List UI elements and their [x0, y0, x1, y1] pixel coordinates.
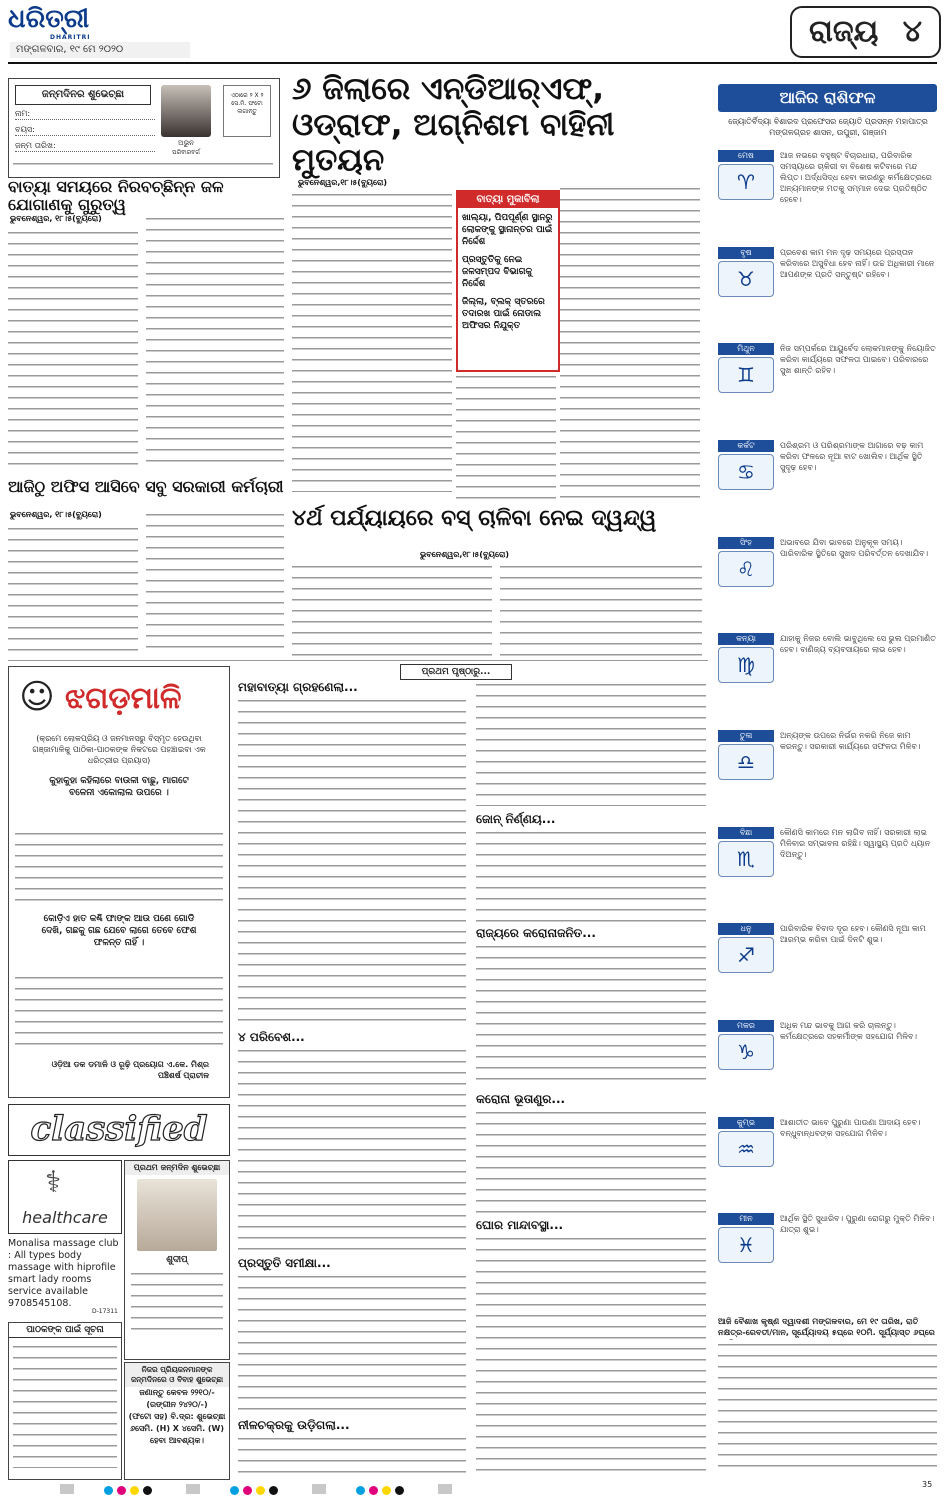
birthday-photo	[161, 85, 211, 137]
ganjamali-body-2	[15, 973, 223, 1049]
sign-forecast: ଅନ୍ୟଙ୍କ ଉପରେ ନିର୍ଭର ନକରି ନିଜେ କାମ କରନ୍ତୁ। ସରକାରୀ କାର୍ଯ୍ୟରେ ସଫଳତା ମିଳିବ।	[780, 731, 921, 751]
horoscope-sign-block	[718, 245, 937, 338]
sign-label: କୁମ୍ଭ	[718, 1117, 774, 1129]
zodiac-icon: ♓	[718, 1227, 774, 1263]
zodiac-icon: ♎	[718, 744, 774, 780]
horoscope-header	[718, 84, 937, 112]
continuation-heading-3: ପ୍ରସ୍ତୁତି ସମୀକ୍ଷା...	[238, 1256, 331, 1270]
wish-photo	[137, 1179, 217, 1251]
birthday-field-age[interactable]: ବୟସ:	[15, 125, 155, 136]
sign-forecast: ଅଧିକ ମନ୍ଦ ଭାବକୁ ଆଗ କରି ଚାଲନ୍ତୁ। କର୍ମକ୍ଷେତ୍ରରେ ସହକର୍ମୀଙ୍କ ସହଯୋଗ ମିଳିବ।	[780, 1021, 918, 1041]
section-title-box	[790, 6, 941, 58]
reader-notice-body	[13, 1342, 117, 1468]
ganjamali-body-1	[15, 829, 223, 905]
sign-label: ବିଛା	[718, 827, 774, 839]
birthday-form-title: ଜନ୍ମଦିନର ଶୁଭେଚ୍ଛା	[15, 85, 151, 105]
continuation-body-3	[238, 1272, 466, 1414]
sign-forecast: ପାରିବାରିକ ବିବାଦ ଦୂର ହେବ। କୌଣସି ନୂଆ କାମ ଆରମ୍ଭ କରିବା ପାଇଁ ଦିନଟି ଶୁଭ।	[780, 924, 926, 945]
horoscope-sign-block	[718, 1115, 937, 1208]
masthead-logo-sub: DHARITRI	[50, 34, 91, 41]
zodiac-icon: ♏	[718, 841, 774, 877]
sign-forecast: ପରିଶ୍ରମ ଓ ପରିଶ୍ରମାଙ୍କ ଆଗାରେ ବଢ଼ କାମ କରିବା ଫଳରେ ନୂଆ ବାଟ ଖୋଲିବ। ଆର୍ଥିକ ସ୍ଥିତି ସୁଦୃଢ଼ ହେବ।	[780, 441, 924, 472]
ganjamali-figure-icon: ☺	[19, 677, 55, 717]
horoscope-sign-block	[718, 631, 937, 724]
birthday-note	[13, 159, 273, 173]
continuation-body-6	[476, 828, 706, 924]
sign-label: ଧନୁ	[718, 923, 774, 935]
lead-body-col1	[292, 190, 452, 492]
continuation-body-2	[238, 1046, 466, 1254]
horoscope-sign-block	[718, 1018, 937, 1111]
sign-label: ମକର	[718, 1020, 774, 1032]
footer-chip	[438, 1484, 452, 1494]
zodiac-icon: ♐	[718, 937, 774, 973]
wish-rates-box	[124, 1362, 230, 1480]
continuation-heading-7: କରୋନା ଭୂତାଣୁର...	[476, 1092, 566, 1106]
panji-text: ଆଜି ବୈଶାଖ କୃଷ୍ଣ ଦ୍ୱାଦଶୀ ମଙ୍ଗଳବାର, ମେ ୧୯ ତାରିଖ, ରାତି ନକ୍ଷତ୍ର-ରେବତୀ/ମାନ, ସୂର୍ଯ୍ୟୋଦୟ ୫ଘ୍ରେ ୧୦ମି. ସୂର୍ଯ୍ୟାସ୍ତ ୬ଘ୍ରେ	[718, 1316, 936, 1337]
horoscope-sign-block	[718, 148, 937, 241]
stethoscope-icon: ⚕	[45, 1165, 62, 1200]
sign-forecast: ପ୍ରବେଶ କାମ ମନ ଦୃଢ଼ ସମୟରେ ପ୍ରସ୍ତାନ କରିବାରେ ଅସୁବିଧା ହେବ ନାହିଁ। ଉଚ୍ଚ ଅଧିକାରୀ ମାନେ ଆପଣଙ୍କ ପ୍ରତି ସନ୍ତୁଷ୍ଟ ରହିବେ।	[780, 247, 935, 279]
office-story-body-col2	[146, 510, 284, 654]
continuation-body-1	[238, 696, 466, 1028]
birthday-photo-placeholder: ଏଠାରେ ୨ X ୨ ସେ.ମି. ଫଟୋ ଲଗାନ୍ତୁ	[223, 85, 271, 137]
sign-forecast: ନିଜ ସମ୍ପର୍କରେ ଆୟୁର୍ବେଦ ଲୋକମାନଙ୍କୁ ନିୟୋଜିତ କରିବା କାର୍ଯ୍ୟରେ ସଫଳତା ପାଇବେ। ପରିବାରରେ ସୁଖ ଶାନ୍ତି ରହିବ।	[780, 344, 936, 376]
ganjamali-title: ଝଗଡ଼ମାଳି	[65, 681, 182, 716]
sign-label: ସିଂହ	[718, 537, 774, 549]
continuation-heading-2: ୪ ପରିବେଶ...	[238, 1030, 305, 1044]
first-birthday-wish	[124, 1160, 230, 1360]
horoscope-sign-block	[718, 825, 937, 918]
reader-notice-title: ପାଠକଙ୍କ ପାଇଁ ସୂଚନା	[9, 1323, 121, 1338]
birthday-field-date[interactable]: ଜନ୍ମ ତାରିଖ:	[15, 141, 155, 152]
masthead-date: ମଙ୍ଗଳବାର, ୧୯ ମେ ୨୦୨୦	[10, 42, 190, 58]
water-story-dateline: ଭୁବନେଶ୍ୱର, ୧୮।୫(ବ୍ୟୁରୋ)	[10, 214, 102, 223]
zodiac-icon: ♊	[718, 357, 774, 393]
wish-rate-2: (ରଙ୍ଗୀନ ୨୪୨୦/-)	[146, 1400, 208, 1409]
sign-forecast: ଆଜ ନଭରେ ବହୁଷ୍ଟ ବିଚାରଧାରା, ପରିବାରିକ ସମସ୍ୟାରେ ଚାକିରୀ ବା ବିଶେଷ କଟିବାରେ ମନ୍ଦ ଲିପ୍ତ। ଅର୍ଦ୍ଧସିଦ୍ଧ ହେବା କାରଣରୁ କର୍ମକ୍ଷେତ୍ରରେ ଅନ୍ୟମାନଙ୍କ ମତକୁ ସମ୍ମାନ ଦେଇ ପ୍ରତିଷ୍ଠିତ ହେବେ।	[780, 151, 932, 204]
ganjamali-box	[8, 666, 230, 1098]
sign-label: ବୃଷ	[718, 247, 774, 259]
ganjamali-verse-2: କୋଡ଼ିଏ ହାତ କଣ୍ଢି ଫାଙ୍କ ଆଉ ପଣେ ଗୋଡି ଦେଖି, ଗଛକୁ ଗଛ ଯେବେ ଲାଗେ ତେବେ ଫେଶ ଫଳନ୍ତ ନାହିଁ ।	[41, 914, 197, 948]
section-title: ରାଜ୍ୟ	[808, 14, 879, 49]
healthcare-label: healthcare	[22, 1208, 108, 1227]
zodiac-icon: ♒	[718, 1131, 774, 1167]
sign-forecast: କୌଣସି କାମରେ ମନ ଲାଗିବ ନାହିଁ। ସରକାରୀ ଲାଭ ମିଳିବାର ସମ୍ଭାବନା ରହିଛି। ସ୍ୱାସ୍ଥ୍ୟ ପ୍ରତି ଧ୍ୟାନ ଦିଅନ୍ତୁ।	[780, 827, 931, 859]
continuation-heading-1: ମହାବାତ୍ୟା ଗ୍ରହଣେଲା...	[238, 680, 358, 694]
bus-story-dateline: ଭୁବନେଶ୍ୱର,୧୮।୫(ବ୍ୟୁରୋ)	[420, 550, 510, 559]
ganjamali-verse-1: କୁହାକୁହା କହିଲାରେ ବାଉଳୀ ବାଛୁ, ମାଗଟେ ବଳେନୀ ଏକୋଲାଲ ଉପରେ ।	[49, 776, 189, 798]
office-story-body-col1	[8, 524, 138, 654]
office-story-headline: ଆଜିଠୁ ଅଫିସ ଆସିବେ ସବୁ ସରକାରୀ କର୍ମଚାରୀ	[8, 477, 284, 496]
wish-rate-4: ହେବା ଆବଶ୍ୟକ।	[149, 1436, 204, 1445]
classified-ad-code: D-17311	[92, 1308, 118, 1315]
cyclone-box	[456, 190, 560, 372]
footer-color-bar	[60, 1484, 920, 1494]
sign-forecast: ଆଶାତୀତ ଭାବେ ପୁରୁଣା ପାଉଣା ଆଦାୟ ହେବ। ବନ୍ଧୁବାନ୍ଧବଙ୍କ ସହଯୋଗ ମିଳିବ।	[780, 1117, 921, 1138]
horoscope-title: ଆଜିର ରାଶିଫଳ	[779, 88, 876, 107]
continuation-body-8	[476, 1108, 706, 1216]
zodiac-icon: ♋	[718, 454, 774, 490]
footer-chip	[312, 1484, 326, 1494]
page-separator	[8, 660, 708, 661]
footer-chip	[60, 1484, 74, 1494]
horoscope-sign-block	[718, 438, 937, 531]
continuation-body-7	[476, 942, 706, 1088]
horoscope-sign-block	[718, 728, 937, 821]
bus-story-body-col2	[500, 562, 702, 658]
horoscope-sign-block	[718, 535, 937, 628]
continuation-heading-6: ରାଜ୍ୟରେ କରୋନାଜନିତ...	[476, 926, 596, 940]
ganjamali-credit: ଓଡ଼ିଆ ଡକ ଡମାଳି ଓ ରୂଢ଼ି ପ୍ରୟୋଗ ଏ.କେ. ମିଶ୍ର ପଞ୍ଚିଶର୍ଷ ପ୍ରାଚୀଳ	[51, 1060, 209, 1080]
classified-ad-text: Monalisa massage club : All types body massage with hiprofile smart lady rooms service available 9708545108.	[8, 1238, 119, 1309]
continuation-heading-8: ଘୋର ମାନ୍ଦାବସ୍ଥା...	[476, 1218, 564, 1232]
water-story-body-col2	[146, 214, 284, 468]
cyclone-item-2: ପ୍ରସ୍ତୁତିକୁ ନେଇ ଜଳସମ୍ପଦ ବିଭାଗକୁ ନିର୍ଦ୍ଦେଶ	[462, 255, 533, 289]
zodiac-icon: ♑	[718, 1034, 774, 1070]
lead-dateline: ଭୁବନେଶ୍ୱର,୧୮।୫(ବ୍ୟୁରୋ)	[298, 178, 388, 187]
horoscope-sign-list	[718, 148, 937, 1308]
water-story-headline: ବାତ୍ୟା ସମୟରେ ନିରବଚ୍ଛିନ୍ନ ଜଳ ଯୋଗାଣକୁ ଗୁରୁତ୍ୱ	[8, 177, 224, 215]
classified-title: classified	[30, 1109, 208, 1149]
footer-dots	[104, 1480, 156, 1499]
wish-title: ପ୍ରଥମ ଜନ୍ମଦିନ ଶୁଭେଚ୍ଛା	[125, 1161, 229, 1175]
footer-dots	[356, 1480, 408, 1499]
sign-label: କନ୍ୟା	[718, 633, 774, 645]
continuation-heading-4: ନୀଳଚକ୍ରକୁ ଉଡ଼ିଗଲା...	[238, 1418, 350, 1432]
classified-banner	[8, 1104, 230, 1156]
wish-rate-1: ଜଣାନ୍ତୁ କେବଳ ୨୨୧୦/-	[139, 1388, 215, 1397]
masthead-logo[interactable]: ଧରିତ୍ରୀ	[8, 4, 90, 34]
zodiac-icon: ♍	[718, 647, 774, 683]
horoscope-sign-block	[718, 921, 937, 1014]
sign-forecast: ଅଭାବରେ ଯିବା ଭାବରେ ଅନୁକୂଳ ସମୟ। ପାରିବାରିକ ସ୍ଥିତିରେ ସୁଖଦ ପରିବର୍ତ୍ତନ ଦେଖାଯିବ।	[780, 537, 929, 558]
healthcare-box	[8, 1160, 122, 1234]
continuation-body-4	[238, 1434, 466, 1476]
birthday-person-sub: ପରିବାରବର୍ଗ	[172, 149, 200, 156]
sign-label: କର୍କଟ	[718, 440, 774, 452]
lead-body-col2	[560, 184, 700, 500]
birthday-form	[8, 78, 280, 178]
sign-forecast: ଆର୍ଥିକ ସ୍ଥିତି ସୁଧାରିବ। ପୁରୁଣା ରୋଗରୁ ମୁକ୍ତି ମିଳିବ। ଯାତ୍ରା ଶୁଭ।	[780, 1214, 935, 1235]
wish-body	[131, 1269, 223, 1333]
sign-label: ମୀନ	[718, 1213, 774, 1225]
bus-story-headline: ୪ର୍ଥ ପର୍ଯ୍ୟାୟରେ ବସ୍ ଚାଳିବା ନେଇ ଦ୍ୱନ୍ଦ୍ୱ	[292, 506, 657, 531]
zodiac-icon: ♉	[718, 261, 774, 297]
panji-body	[718, 1340, 937, 1472]
sign-label: ତୁଳା	[718, 730, 774, 742]
continuation-heading-5: ଜୋନ୍ ନିର୍ଣ୍ଣୟ...	[476, 812, 556, 826]
continuation-body-5	[476, 680, 706, 806]
sign-forecast: ଯାହାକୁ ନିଜର ବୋଲି ଭାବୁଥିଲେ ସେ ଭୁଲ ପ୍ରମାଣିତ ହେବ। ବାଣିଜ୍ୟ ବ୍ୟବସାୟରେ ଲାଭ ହେବ।	[780, 634, 936, 655]
cyclone-box-title: ବାତ୍ୟା ମୁକାବିଲା	[458, 192, 558, 208]
water-story-body-col1	[8, 228, 138, 468]
cyclone-item-1: ଖାଲ୍ୟା, ପିପପୂର୍ଣ୍ଣ ସ୍ଥାନରୁ ଲୋକଙ୍କୁ ସ୍ଥାନାନ୍ତର ପାଇଁ ନିର୍ଦ୍ଦେଶ	[462, 213, 553, 247]
lead-body-col-mid	[456, 372, 556, 500]
horoscope-subtitle: ଜ୍ୟୋତିର୍ବିଦ୍ୟା ବିଶାରଦ ପ୍ରଫେସର ଜ୍ୟୋତି ପ୍ରସନ୍ନ ମହାପାତ୍ର ମଙ୍ଗଳଗ୍ରହ ଶାସନ, ଉପୁରୀ, ଗଞ୍ଜାମ	[728, 117, 928, 137]
footer-page-number: 35	[922, 1480, 933, 1489]
lead-headline: ୬ ଜିଲାରେ ଏନ୍‌ଡିଆର୍‌ଏଫ୍‌, ଓଡ୍ରାଫ, ଅଗ୍ନିଶମ ବାହିନୀ ମୁତୟନ	[292, 71, 615, 179]
first-page-tag: ପ୍ରଥମ ପୃଷ୍ଠାରୁ...	[400, 664, 512, 680]
ganjamali-intro: (କ୍ରମେ ଲୋକପ୍ରିୟ ଓ ଜନମାନସରୁ ବିସ୍ମୃତ ହେଉଥିବା ଗଞ୍ଜାମାଳିକୁ ପାଠିକା-ପାଠକଙ୍କ ନିକଟରେ ପହଞ୍ଚାଇବା ଏକ ଧରିତ୍ରୀର ପ୍ରୟାସ)	[32, 734, 206, 765]
footer-dots	[230, 1480, 282, 1499]
wish-rate-3: (ଫଟୋ ସହ) ବି.ଦ୍ର: ଶୁଭେଚ୍ଛା ୬ସେମି. (H) X ୪ସେମି. (W)	[128, 1412, 226, 1433]
sign-label: ମିଥୁନ	[718, 343, 774, 355]
wish-name: ଶୁଦୀପ୍	[166, 1255, 188, 1265]
horoscope-sign-block	[718, 1211, 937, 1304]
horoscope-sign-block	[718, 341, 937, 434]
zodiac-icon: ♌	[718, 551, 774, 587]
zodiac-icon: ♈	[718, 164, 774, 200]
masthead-rule	[8, 62, 937, 64]
birthday-person-name: ଅଭୁନ	[178, 139, 194, 147]
wish-rates-title: ନିଜର ପ୍ରିୟଜନମାନଙ୍କ ଜନ୍ମଦିନରେ ଓ ବିବାହ ଶୁଭେଚ୍ଛା	[125, 1363, 229, 1387]
bus-story-body-col1	[292, 562, 492, 658]
birthday-field-name[interactable]: ନାମ:	[15, 109, 155, 120]
footer-chip	[186, 1484, 200, 1494]
office-story-dateline: ଭୁବନେଶ୍ୱର, ୧୮।୫(ବ୍ୟୁରୋ)	[10, 510, 102, 519]
page-number: ୪	[902, 14, 923, 49]
reader-notice	[8, 1322, 122, 1480]
continuation-body-9	[476, 1234, 706, 1476]
sign-label: ମେଷ	[718, 150, 774, 162]
cyclone-item-3: ଜିଲ୍ଲା, ବ୍ଲକ୍ ସ୍ତରରେ ତଦାରଖ ପାଇଁ ନୋଡାଲ ଅଫିସର ନିଯୁକ୍ତ	[462, 297, 545, 331]
